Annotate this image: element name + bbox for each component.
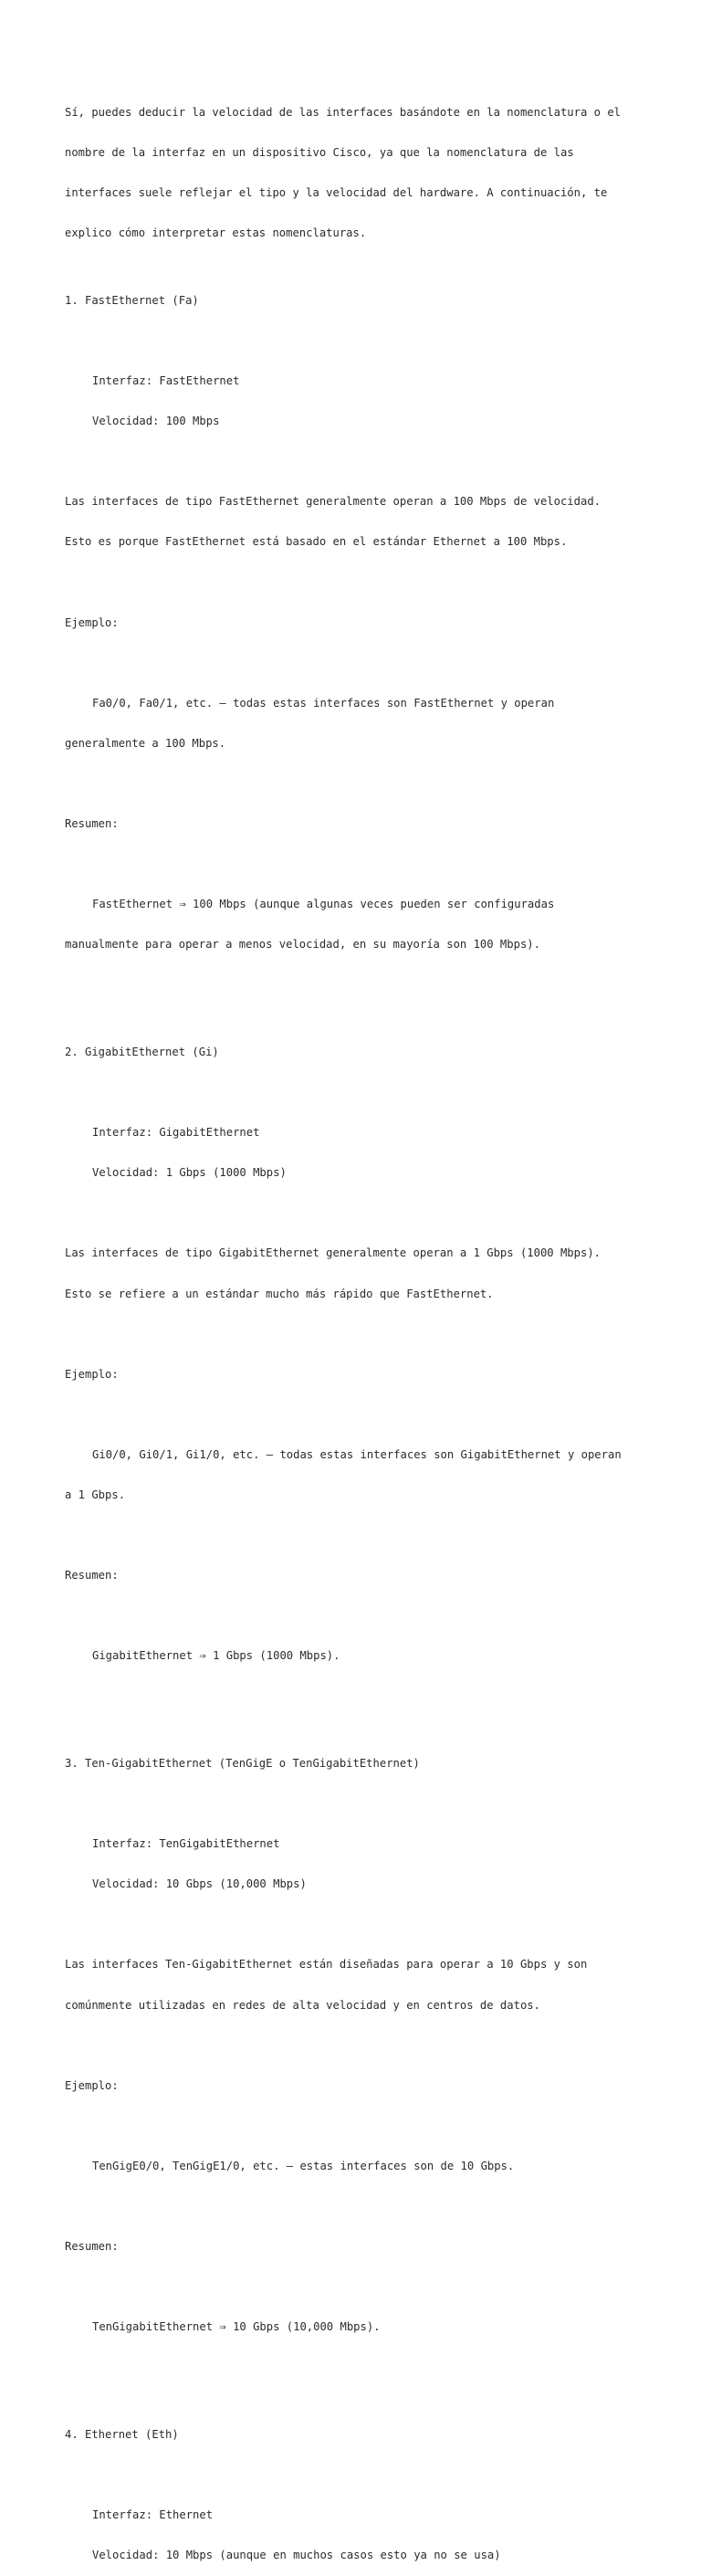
summary-line: FastEthernet ⇒ 100 Mbps (aunque algunas veces pueden ser configuradas <box>92 898 555 911</box>
interface-type-tengigabitethernet: Interfaz: TenGigabitEthernet <box>92 1837 280 1851</box>
section-heading-ethernet: 4. Ethernet (Eth) <box>65 2427 179 2441</box>
summary-line: GigabitEthernet ⇒ 1 Gbps (1000 Mbps). <box>92 1649 340 1663</box>
description-line: Esto es porque FastEthernet está basado en el estándar Ethernet a 100 Mbps. <box>65 535 568 549</box>
interface-type-gigabitethernet: Interfaz: GigabitEthernet <box>92 1126 260 1140</box>
example-line: generalmente a 100 Mbps. <box>65 736 226 750</box>
summary-line: manualmente para operar a menos velocidad, en su mayoría son 100 Mbps). <box>65 938 540 952</box>
example-label: Ejemplo: <box>65 615 119 629</box>
example-line: a 1 Gbps. <box>65 1488 126 1502</box>
description-line: comúnmente utilizadas en redes de alta velocidad y en centros de datos. <box>65 1998 540 2012</box>
description-line: Las interfaces de tipo GigabitEthernet generalmente operan a 1 Gbps (1000 Mbps). <box>65 1246 601 1260</box>
document-page <box>65 66 649 2576</box>
intro-line: Sí, puedes deducir la velocidad de las interfaces basándote en la nomenclatura o el <box>65 106 622 120</box>
intro-line: nombre de la interfaz en un dispositivo Cisco, ya que la nomenclatura de las <box>65 146 574 160</box>
interface-type-fastethernet: Interfaz: FastEthernet <box>92 374 240 388</box>
intro-line: interfaces suele reflejar el tipo y la velocidad del hardware. A continuación, te <box>65 186 608 200</box>
interface-speed-tengigabitethernet: Velocidad: 10 Gbps (10,000 Mbps) <box>92 1877 307 1891</box>
intro-line: explico cómo interpretar estas nomenclaturas. <box>65 226 367 240</box>
summary-line: TenGigabitEthernet ⇒ 10 Gbps (10,000 Mbps). <box>92 2320 381 2334</box>
interface-speed-fastethernet: Velocidad: 100 Mbps <box>92 415 220 428</box>
example-label: Ejemplo: <box>65 1367 119 1381</box>
example-line: TenGigE0/0, TenGigE1/0, etc. — estas interfaces son de 10 Gbps. <box>92 2159 515 2172</box>
section-heading-gigabitethernet: 2. GigabitEthernet (Gi) <box>65 1045 219 1058</box>
summary-label: Resumen: <box>65 2240 119 2254</box>
example-label: Ejemplo: <box>65 2078 119 2092</box>
description-line: Las interfaces Ten-GigabitEthernet están diseñadas para operar a 10 Gbps y son <box>65 1958 588 1971</box>
summary-label: Resumen: <box>65 817 119 831</box>
section-heading-tengigabitethernet: 3. Ten-GigabitEthernet (TenGigE o TenGigabitEthernet) <box>65 1756 420 1770</box>
example-line: Fa0/0, Fa0/1, etc. — todas estas interfaces son FastEthernet y operan <box>92 696 555 710</box>
description-line: Las interfaces de tipo FastEthernet generalmente operan a 100 Mbps de velocidad. <box>65 495 601 509</box>
interface-type-ethernet: Interfaz: Ethernet <box>92 2508 214 2522</box>
interface-speed-ethernet: Velocidad: 10 Mbps (aunque en muchos casos esto ya no se usa) <box>92 2549 501 2562</box>
interface-speed-gigabitethernet: Velocidad: 1 Gbps (1000 Mbps) <box>92 1166 287 1180</box>
example-line: Gi0/0, Gi0/1, Gi1/0, etc. — todas estas interfaces son GigabitEthernet y operan <box>92 1447 622 1461</box>
section-heading-fastethernet: 1. FastEthernet (Fa) <box>65 293 199 307</box>
description-line: Esto se refiere a un estándar mucho más rápido que FastEthernet. <box>65 1287 494 1300</box>
summary-label: Resumen: <box>65 1569 119 1582</box>
